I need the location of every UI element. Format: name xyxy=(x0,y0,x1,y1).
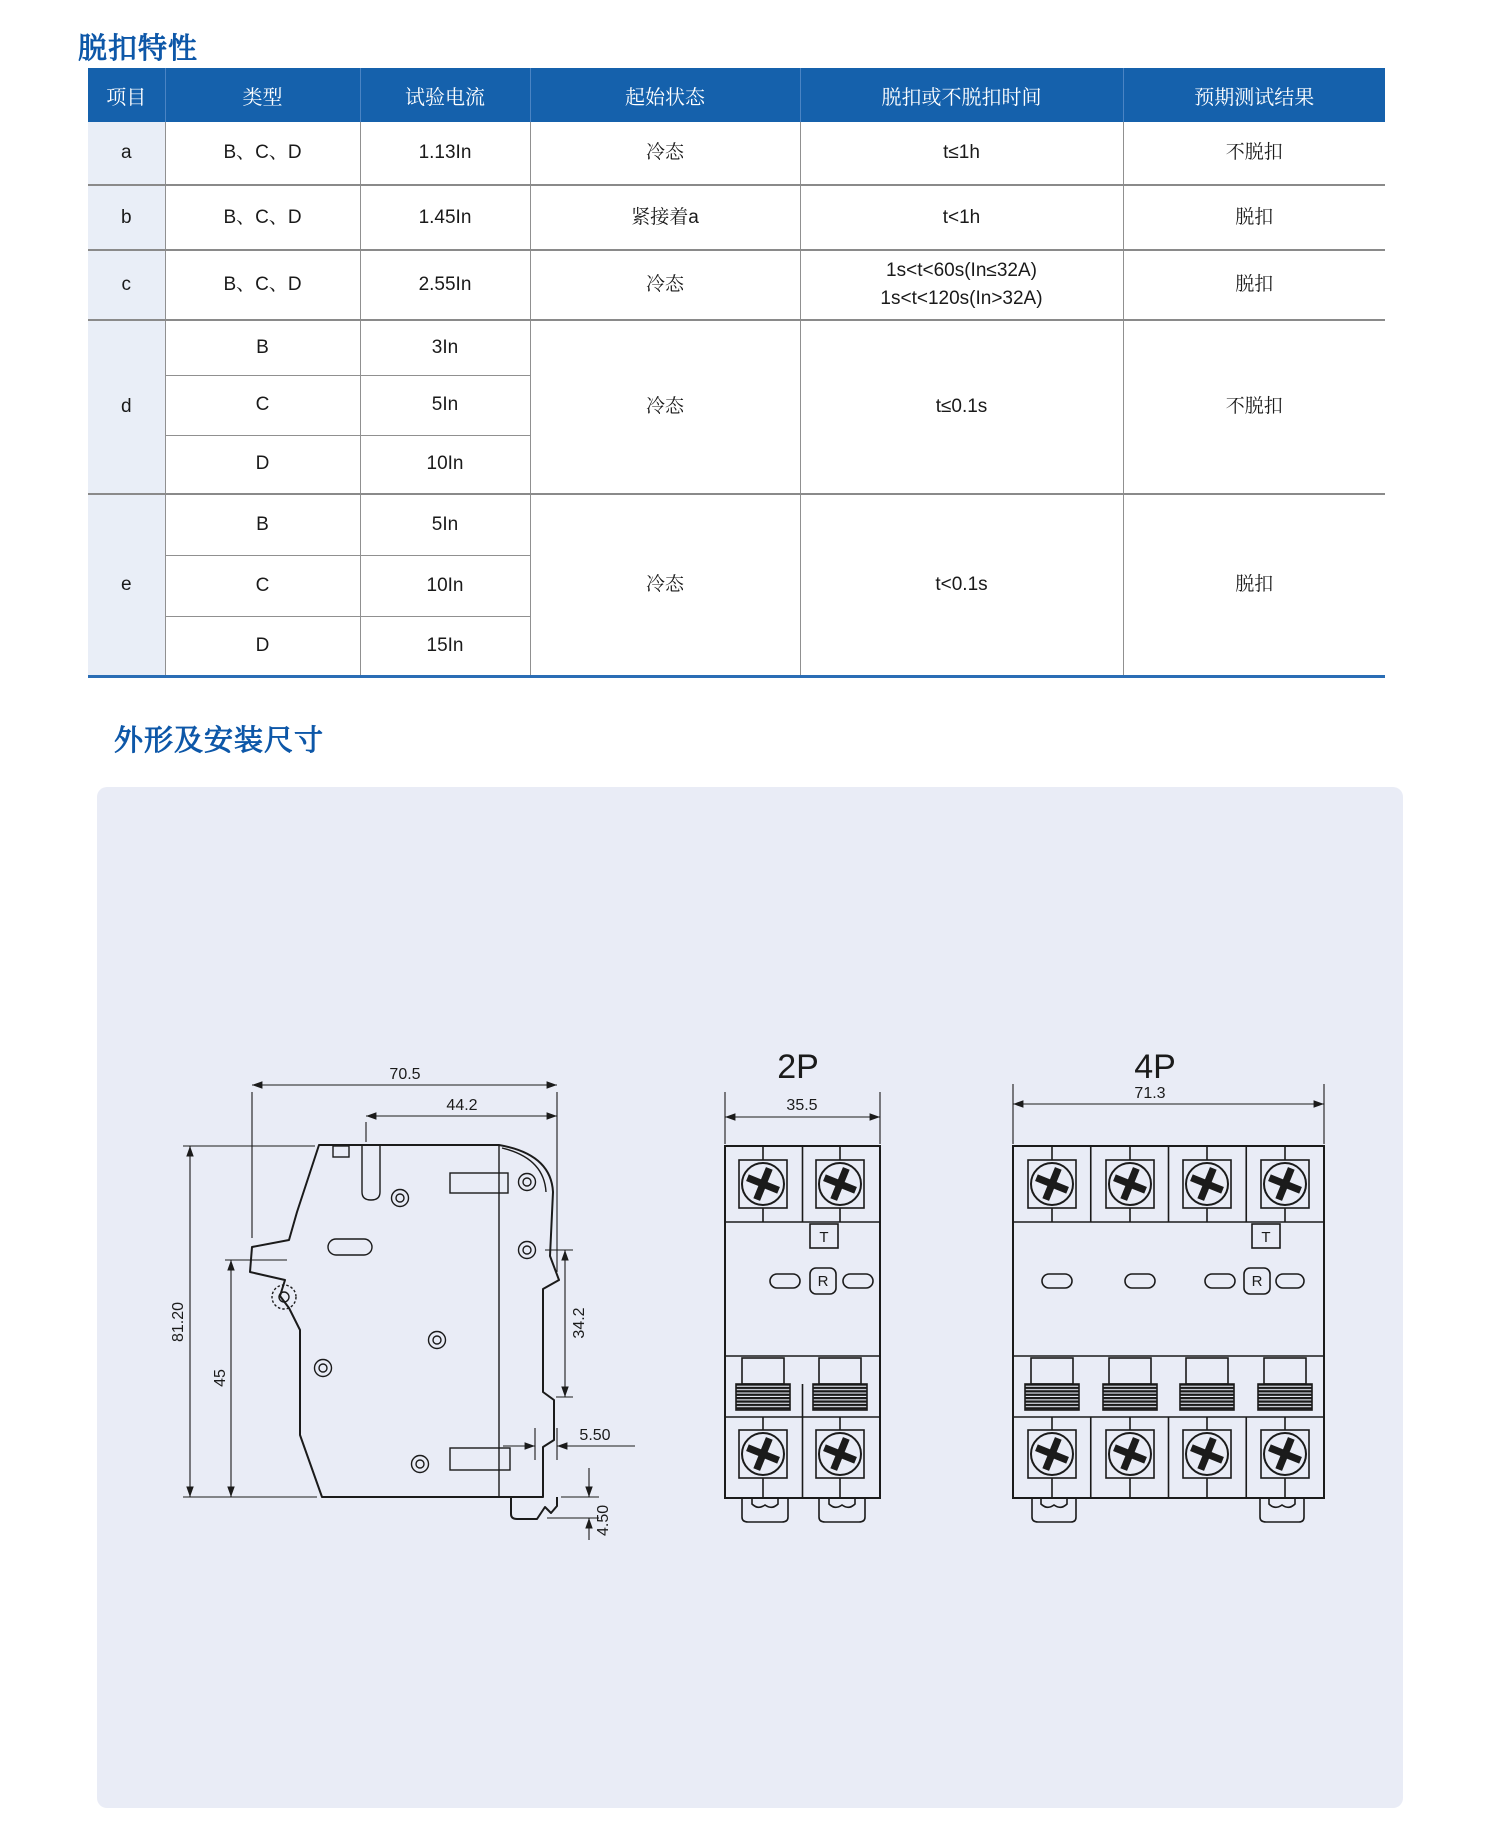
table-row-a xyxy=(88,122,1385,185)
2p-details xyxy=(725,1146,880,1522)
table-row-d1 xyxy=(88,320,1385,375)
2p-reset-button-label: R xyxy=(817,1273,829,1290)
cell-item: a xyxy=(88,122,165,185)
cell-current: 1.13In xyxy=(360,122,530,185)
cell-result: 脱扣 xyxy=(1123,494,1385,675)
dim-2p-width: 35.5 xyxy=(786,1097,818,1114)
side-body-outline xyxy=(250,1145,559,1519)
cell-time: t≤1h xyxy=(800,122,1123,185)
section-title-trip-characteristics: 脱扣特性 xyxy=(78,33,199,65)
4p-test-button-label: T xyxy=(1261,1229,1271,1246)
cell-type: B、C、D xyxy=(165,185,360,250)
cell-current: 10In xyxy=(360,435,530,494)
cell-item: b xyxy=(88,185,165,250)
side-dim-total-height: 81.20 xyxy=(170,1301,187,1343)
table-header-row xyxy=(88,68,1385,122)
front-view-2p-drawing xyxy=(690,1040,920,1540)
side-dim-total-width: 70.5 xyxy=(389,1066,421,1083)
side-dim-rail-height: 34.2 xyxy=(571,1307,588,1339)
cell-result: 脱扣 xyxy=(1123,185,1385,250)
table-row-c xyxy=(88,250,1385,320)
header-test-current: 试验电流 xyxy=(360,68,530,122)
cell-time-line2: 1s<t<120s(In>32A) xyxy=(880,288,1043,309)
cell-result: 不脱扣 xyxy=(1123,122,1385,185)
header-expected-result: 预期测试结果 xyxy=(1123,68,1385,122)
dim-4p-width: 71.3 xyxy=(1134,1085,1166,1102)
cell-type: B xyxy=(165,494,360,555)
cell-type: B xyxy=(165,320,360,375)
cell-type: D xyxy=(165,616,360,675)
cell-time-line1: 1s<t<60s(In≤32A) xyxy=(886,260,1037,282)
side-dim-front-height: 45 xyxy=(212,1369,229,1387)
header-item: 项目 xyxy=(88,68,165,122)
side-dim-clip-height: 4.50 xyxy=(595,1504,612,1536)
cell-item: e xyxy=(88,494,165,675)
4p-reset-button-label: R xyxy=(1251,1273,1263,1290)
cell-current: 3In xyxy=(360,320,530,375)
table-row-b xyxy=(88,185,1385,250)
section-title-dimensions: 外形及安装尺寸 xyxy=(114,725,325,757)
front-view-4p-drawing xyxy=(995,1040,1340,1540)
cell-type: C xyxy=(165,555,360,616)
cell-current: 5In xyxy=(360,375,530,435)
side-dim-rail-depth: 5.50 xyxy=(579,1427,611,1444)
header-initial-state: 起始状态 xyxy=(530,68,800,122)
4p-details xyxy=(1013,1146,1324,1522)
table-row-e1 xyxy=(88,494,1385,555)
cell-current: 5In xyxy=(360,494,530,555)
side-dimension-lines xyxy=(183,1085,635,1540)
cell-type: C xyxy=(165,375,360,435)
cell-result: 脱扣 xyxy=(1123,250,1385,320)
table-bottom-accent-line xyxy=(88,675,1385,678)
cell-time: t<1h xyxy=(800,185,1123,250)
cell-current: 10In xyxy=(360,555,530,616)
side-view-drawing xyxy=(137,1040,677,1540)
cell-state: 冷态 xyxy=(530,320,800,494)
2p-test-button-label: T xyxy=(819,1229,829,1246)
trip-characteristics-table xyxy=(88,68,1385,675)
cell-current: 15In xyxy=(360,616,530,675)
cell-current: 2.55In xyxy=(360,250,530,320)
cell-state: 冷态 xyxy=(530,494,800,675)
cell-type: B、C、D xyxy=(165,250,360,320)
header-type: 类型 xyxy=(165,68,360,122)
cell-state: 冷态 xyxy=(530,250,800,320)
cell-type: B、C、D xyxy=(165,122,360,185)
cell-type: D xyxy=(165,435,360,494)
cell-time: t<0.1s xyxy=(800,494,1123,675)
side-dim-upper-width: 44.2 xyxy=(446,1097,478,1114)
header-trip-time: 脱扣或不脱扣时间 xyxy=(800,68,1123,122)
cell-state: 紧接着a xyxy=(530,185,800,250)
4p-dimension-lines xyxy=(1013,1084,1324,1144)
cell-current: 1.45In xyxy=(360,185,530,250)
label-4p: 4P xyxy=(1134,1048,1176,1086)
cell-item: d xyxy=(88,320,165,494)
cell-time xyxy=(800,250,1123,320)
cell-state: 冷态 xyxy=(530,122,800,185)
cell-time: t≤0.1s xyxy=(800,320,1123,494)
cell-item: c xyxy=(88,250,165,320)
dimensions-panel xyxy=(97,787,1403,1808)
label-2p: 2P xyxy=(777,1048,819,1086)
cell-result: 不脱扣 xyxy=(1123,320,1385,494)
side-body-details xyxy=(272,1146,546,1497)
